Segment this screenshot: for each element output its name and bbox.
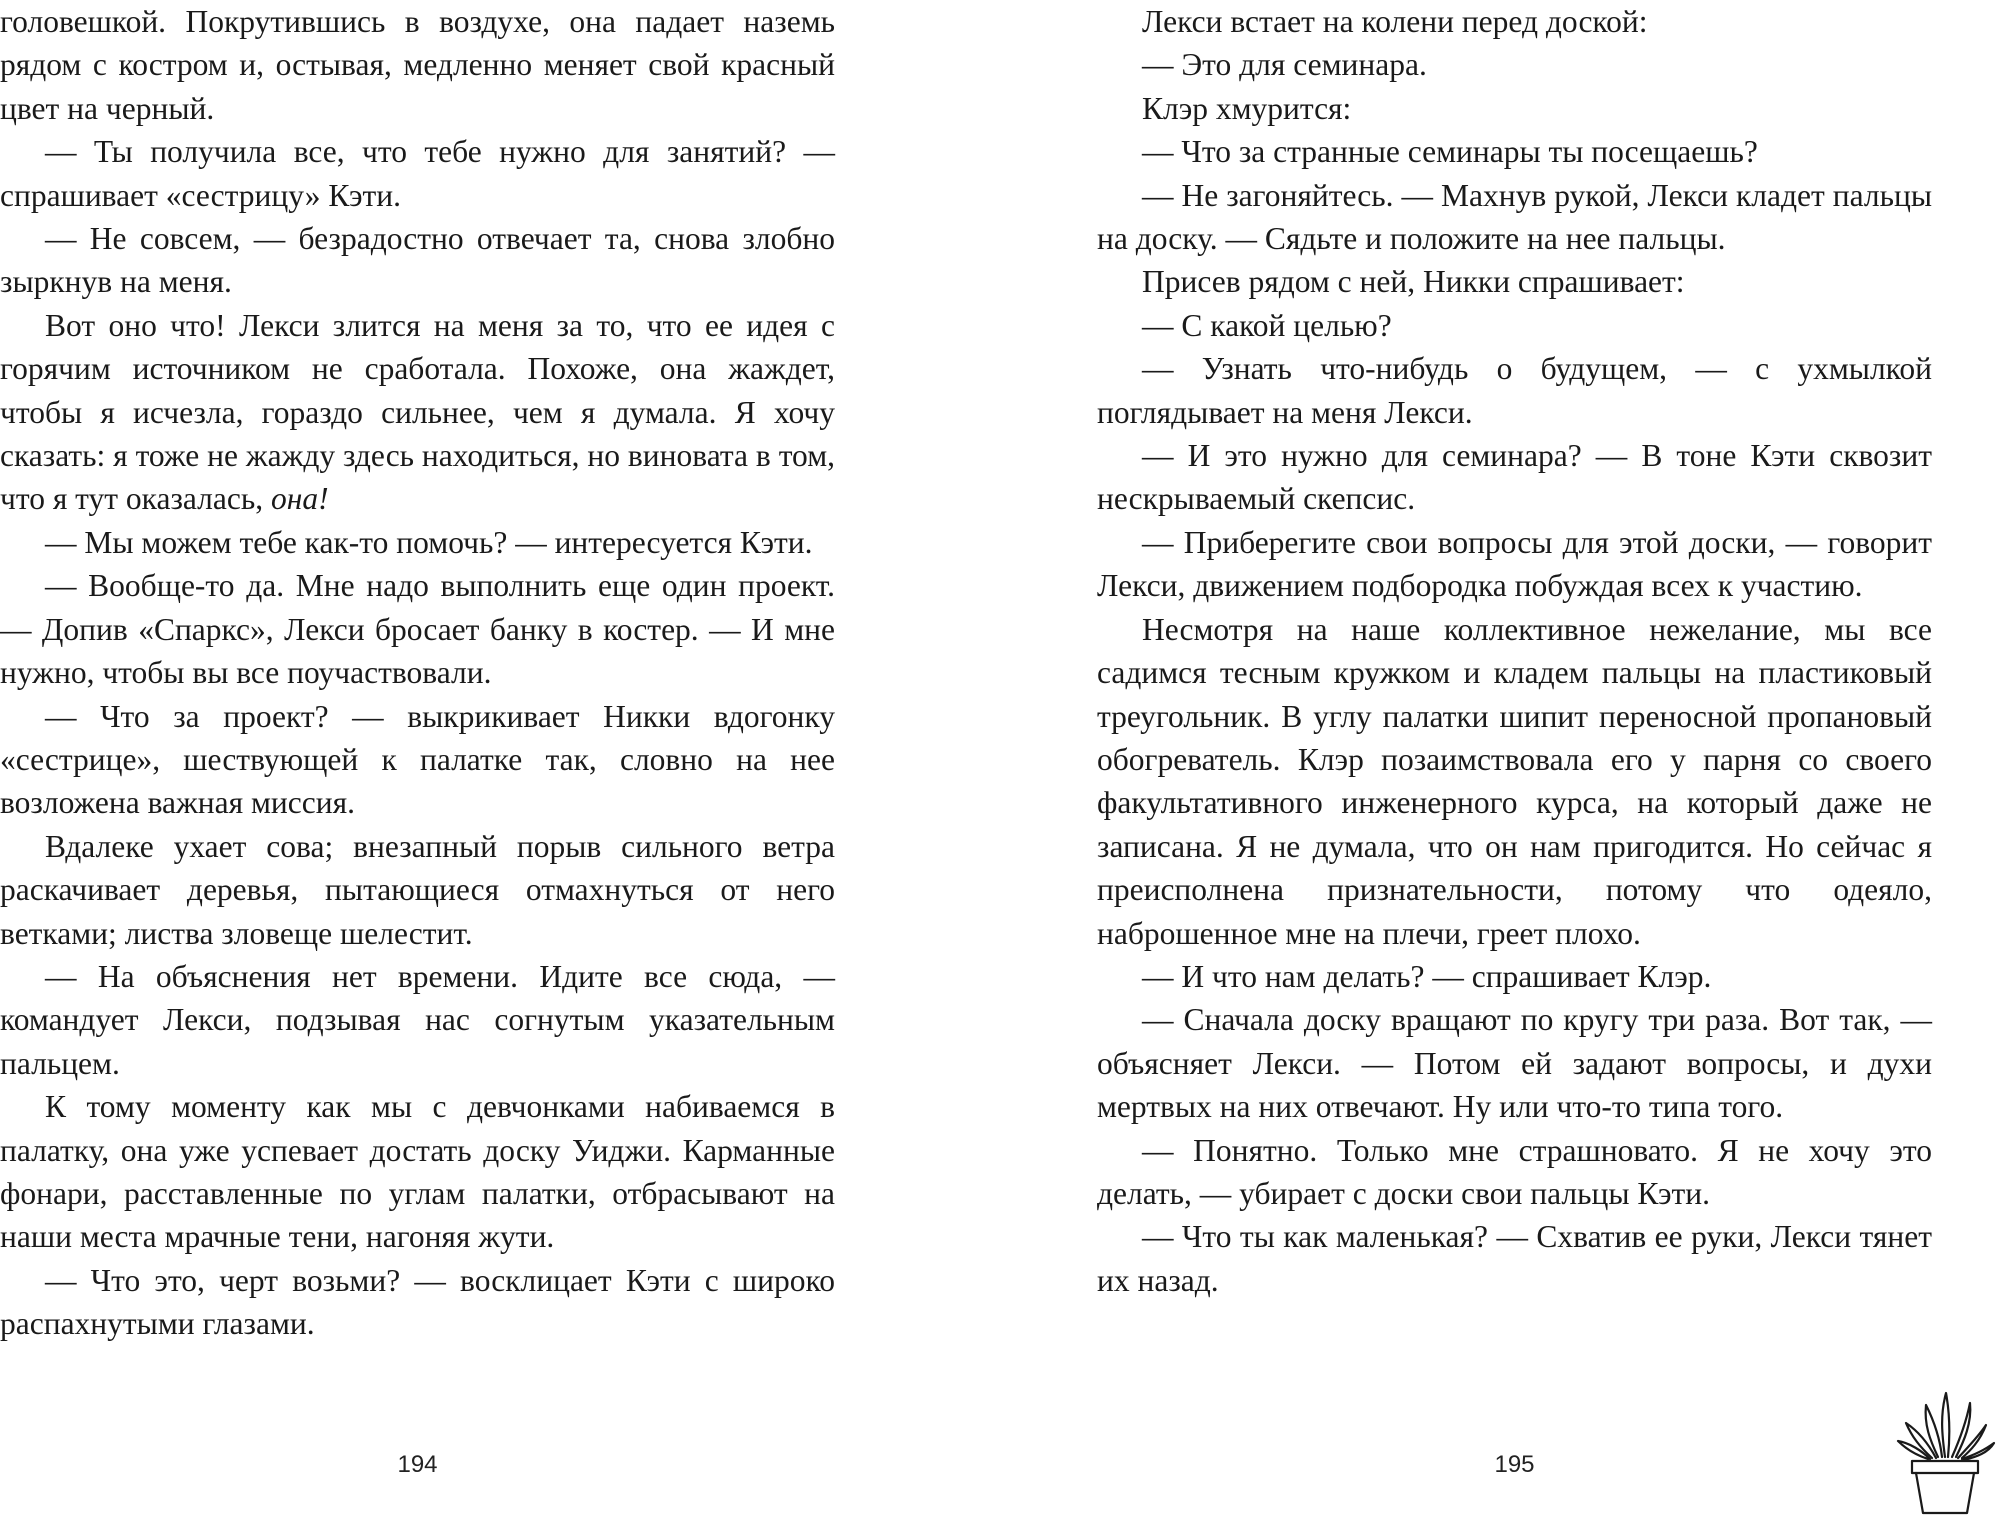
paragraph: — И что нам делать? — спрашивает Клэр. [1142, 958, 1712, 994]
page-number: 195 [1494, 1451, 1535, 1478]
paragraph: — Что это, черт возьми? — восклицает Кэти с широко распахнутыми глазами. [0, 1262, 835, 1342]
paragraph: — Вообще-то да. Мне надо выполнить еще один проект. — Допив «Спаркс», Лекси бросает банку в костер. — И мне нужно, чтобы вы все поучаствовали. [0, 568, 835, 691]
paragraph: — Не совсем, — безрадостно отвечает та, снова злобно зыркнув на меня. [0, 221, 835, 300]
paragraph: — Узнать что-нибудь о будущем, — с ухмылкой поглядывает на меня Лекси. [1097, 351, 1932, 430]
paragraph: Лекси встает на колени перед доской: [1142, 4, 1648, 39]
paragraph: — Что ты как маленькая? — Схватив ее руки, Лекси тянет их назад. [1097, 1219, 1932, 1298]
paragraph: Присев рядом с ней, Никки спрашивает: [1142, 264, 1685, 300]
right-page [1097, 0, 1932, 1517]
paragraph: Клэр хмурится: [1142, 90, 1352, 126]
left-page-text [0, 0, 835, 1346]
paragraph: — Что за проект? — выкрикивает Никки вдогонку «сестрице», шествующей к палатке так, словно на нее возложена важная миссия. [0, 698, 835, 821]
paragraph: Несмотря на наше коллективное нежелание, мы все садимся тесным кружком и кладем пальцы на пластиковый треугольник. В углу палатки шипит переносной пропановый обогреватель. Клэр позаимствовала его у парня со своего факультативного инженерного курса, на который даже не записана. Я не думала, что он нам пригодится. Но сейчас я преисполнена признательности, потому что одеяло, наброшенное мне на плечи, греет плохо. [1097, 611, 1932, 951]
paragraph: — Приберегите свои вопросы для этой доски, — говорит Лекси, движением подбородка побуждая всех к участию. [1097, 524, 1932, 604]
paragraph: — С какой целью? [1142, 307, 1392, 343]
paragraph: — Понятно. Только мне страшновато. Я не хочу это делать, — убирает с доски свои пальцы Кэти. [1097, 1132, 1932, 1211]
paragraph: — Мы можем тебе как-то помочь? — интересуется Кэти. [45, 524, 813, 560]
paragraph: — Не загоняйтесь. — Махнув рукой, Лекси кладет пальцы на доску. — Сядьте и положите на нее пальцы. [1097, 177, 1932, 257]
paragraph: К тому моменту как мы с девчонками набиваемся в палатку, она уже успевает достать доску Уиджи. Карманные фонари, расставленные по углам палатки, отбрасывают на наши места мрачные тени, нагоняя жути. [0, 1089, 835, 1255]
right-page-text [1097, 0, 1932, 1302]
potted-plant-icon [1890, 1385, 2000, 1517]
paragraph: — Сначала доску вращают по кругу три раза. Вот так, — объясняет Лекси. — Потом ей задают вопросы, и духи мертвых на них отвечают. Ну или что-то типа того. [1097, 1002, 1932, 1125]
paragraph: Вдалеке ухает сова; внезапный порыв сильного ветра раскачивает деревья, пытающиеся отмахнуться от него ветками; листва зловеще шелестит. [0, 828, 835, 951]
paragraph: — И это нужно для семинара? — В тоне Кэти сквозит нескрываемый скепсис. [1097, 438, 1932, 517]
paragraph [0, 304, 835, 521]
paragraph: — Что за странные семинары ты посещаешь? [1142, 134, 1758, 170]
paragraph: — Ты получила все, что тебе нужно для занятий? — спрашивает «сестрицу» Кэти. [0, 134, 835, 213]
paragraph: — Это для семинара. [1142, 47, 1427, 83]
page-number: 194 [397, 1451, 438, 1478]
left-page [0, 0, 835, 1517]
paragraph-text: Вот оно что! Лекси злится на меня за то, что ее идея с горячим источником не сработала. Похоже, она жаждет, чтобы я исчезла, гораздо сильнее, чем я думала. Я хочу сказать: я тоже не жажду здесь находиться, но виновата в том, что я тут оказалась, [0, 307, 835, 517]
paragraph: головешкой. Покрутившись в воздухе, она падает наземь рядом с костром и, остывая, медленно меняет свой красный цвет на черный. [0, 4, 835, 126]
emphasis-text: она! [270, 481, 329, 517]
paragraph: — На объяснения нет времени. Идите все сюда, — командует Лекси, подзывая нас согнутым указательным пальцем. [0, 958, 835, 1081]
